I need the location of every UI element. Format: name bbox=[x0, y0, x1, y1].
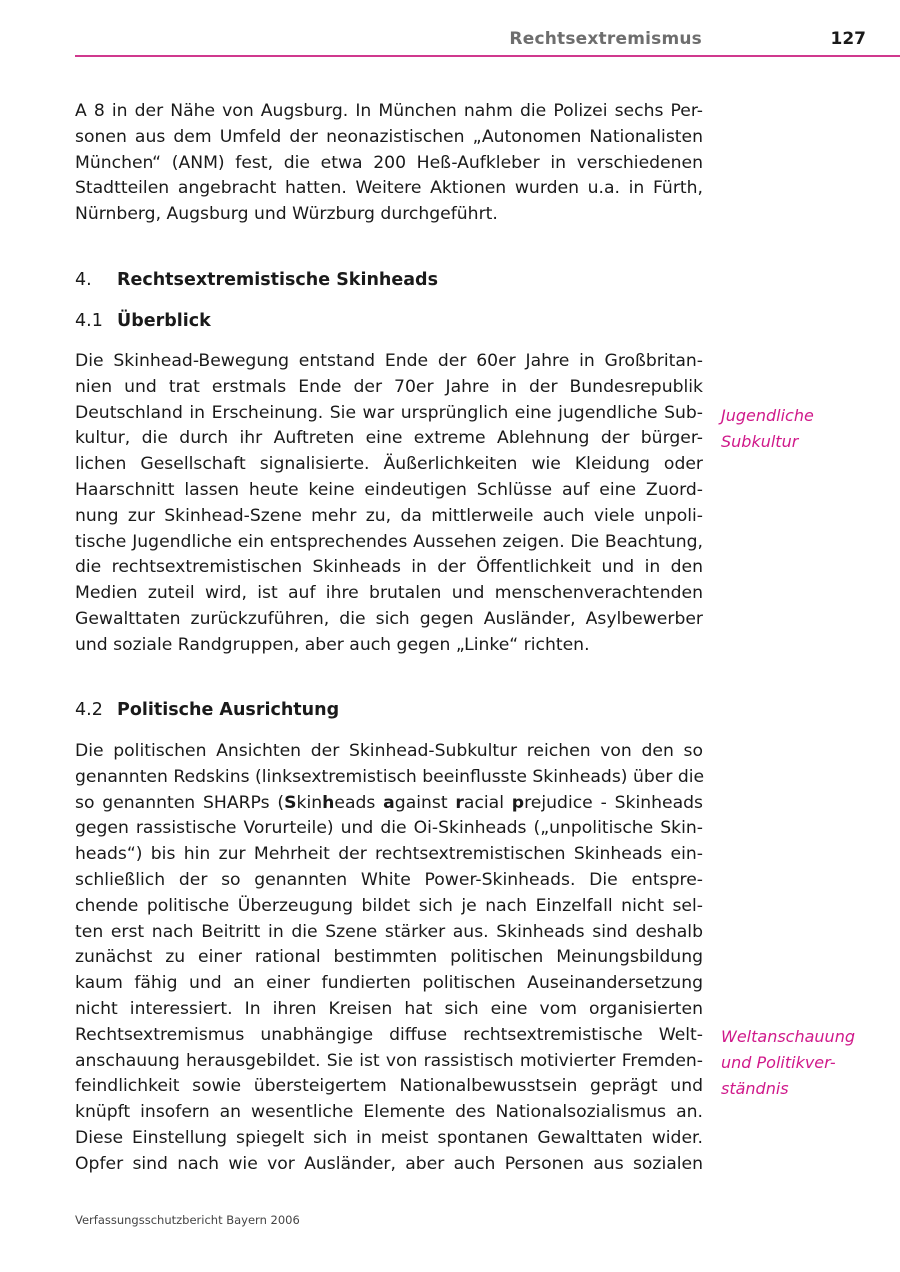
text-line: nien und trat erstmals Ende der 70er Jahre in der Bundesrepublik bbox=[75, 376, 703, 397]
section-number: 4.2 bbox=[75, 700, 103, 720]
text-line: Opfer sind nach wie vor Ausländer, aber auch Personen aus sozialen bbox=[75, 1153, 703, 1174]
text-line: Nürnberg, Augsburg und Würzburg durchgeführt. bbox=[75, 204, 498, 225]
text-line: kultur, die durch ihr Auftreten eine extreme Ablehnung der bürger- bbox=[75, 428, 703, 449]
margin-note-weltanschauung bbox=[721, 1024, 891, 1101]
margin-note-line: Weltanschauung bbox=[721, 1027, 855, 1046]
margin-note-line: ständnis bbox=[721, 1078, 789, 1098]
text-line: knüpft insofern an wesentliche Elemente des Nationalsozialismus an. bbox=[75, 1102, 703, 1123]
margin-note-line: und Politikver- bbox=[721, 1052, 836, 1072]
text-line: sonen aus dem Umfeld der neonazistischen „Autonomen Nationalisten bbox=[75, 126, 703, 147]
text-line: schließlich der so genannten White Power-Skinheads. Die entspre- bbox=[75, 869, 703, 890]
text-line-sharps: so genannten SHARPs (Skinheads against racial prejudice - Skinheads bbox=[75, 792, 703, 813]
text-line: gegen rassistische Vorurteile) und die Oi-Skinheads („unpolitische Skin- bbox=[75, 818, 703, 839]
text-line: Die politischen Ansichten der Skinhead-Subkultur reichen von den so bbox=[75, 741, 703, 761]
text-line: nicht interessiert. In ihren Kreisen hat sich eine vom organisierten bbox=[75, 998, 703, 1019]
text-line: Stadtteilen angebracht hatten. Weitere Aktionen wurden u.a. in Fürth, bbox=[75, 178, 703, 199]
header-divider bbox=[75, 55, 900, 57]
margin-note-line: Subkultur bbox=[721, 431, 799, 451]
page-number: 127 bbox=[830, 29, 866, 49]
section-number: 4. bbox=[75, 270, 92, 290]
section-title: Rechtsextremistische Skinheads bbox=[117, 270, 438, 290]
text-line: Rechtsextremismus unabhängige diffuse rechtsextremistische Welt- bbox=[75, 1024, 703, 1045]
text-line: heads“) bis hin zur Mehrheit der rechtsextremistischen Skinheads ein- bbox=[75, 844, 703, 865]
text-line: ten erst nach Beitritt in die Szene stärker aus. Skinheads sind deshalb bbox=[75, 921, 703, 942]
section-4-heading bbox=[75, 270, 438, 290]
text-line: Deutschland in Erscheinung. Sie war ursprünglich eine jugendliche Sub- bbox=[75, 402, 703, 423]
margin-note-jugendliche-subkultur bbox=[721, 403, 891, 455]
section-title: Politische Ausrichtung bbox=[117, 700, 340, 720]
section-4-2-heading bbox=[75, 700, 339, 720]
section-4-1-heading bbox=[75, 311, 211, 331]
text-line: feindlichkeit sowie übersteigertem Nationalbewusstsein geprägt und bbox=[75, 1076, 703, 1097]
section-number: 4.1 bbox=[75, 311, 103, 331]
text-line: nung zur Skinhead-Szene mehr zu, da mittlerweile auch viele unpoli- bbox=[75, 505, 703, 526]
text-line: Medien zuteil wird, ist auf ihre brutalen und menschenverachtenden bbox=[75, 583, 703, 604]
text-line: chende politische Überzeugung bildet sich je nach Einzelfall nicht sel- bbox=[75, 895, 703, 916]
overview-paragraph bbox=[75, 349, 703, 659]
text-line: Diese Einstellung spiegelt sich in meist spontanen Gewalttaten wider. bbox=[75, 1127, 703, 1148]
text-line: Haarschnitt lassen heute keine eindeutigen Schlüsse auf eine Zuord- bbox=[75, 479, 703, 500]
text-line: lichen Gesellschaft signalisierte. Äußerlichkeiten wie Kleidung oder bbox=[75, 454, 703, 475]
running-header-title: Rechtsextremismus bbox=[509, 29, 702, 49]
text-line: die rechtsextremistischen Skinheads in der Öffentlichkeit und in den bbox=[75, 557, 703, 578]
page-footer: Verfassungsschutzbericht Bayern 2006 bbox=[75, 1213, 300, 1227]
text-line: und soziale Randgruppen, aber auch gegen „Linke“ richten. bbox=[75, 634, 590, 655]
political-orientation-paragraph bbox=[75, 739, 703, 1178]
text-line: zunächst zu einer rational bestimmten politischen Meinungsbildung bbox=[75, 947, 703, 968]
text-line: tische Jugendliche ein entsprechendes Aussehen zeigen. Die Beachtung, bbox=[75, 531, 703, 552]
text-line: genannten Redskins (linksextremistisch beeinflusste Skinheads) über die bbox=[75, 766, 705, 787]
text-line: Die Skinhead-Bewegung entstand Ende der 60er Jahre in Großbritan- bbox=[75, 351, 703, 371]
text-line: A 8 in der Nähe von Augsburg. In München nahm die Polizei sechs Per- bbox=[75, 101, 703, 121]
text-line: anschauung herausgebildet. Sie ist von rassistisch motivierter Fremden- bbox=[75, 1050, 703, 1071]
margin-note-line: Jugendliche bbox=[721, 406, 814, 425]
text-line: kaum fähig und an einer fundierten politischen Auseinandersetzung bbox=[75, 973, 703, 994]
intro-paragraph bbox=[75, 99, 703, 228]
section-title: Überblick bbox=[117, 311, 211, 331]
text-line: Gewalttaten zurückzuführen, die sich gegen Ausländer, Asylbewerber bbox=[75, 608, 703, 629]
text-line: München“ (ANM) fest, die etwa 200 Heß-Aufkleber in verschiedenen bbox=[75, 152, 703, 173]
